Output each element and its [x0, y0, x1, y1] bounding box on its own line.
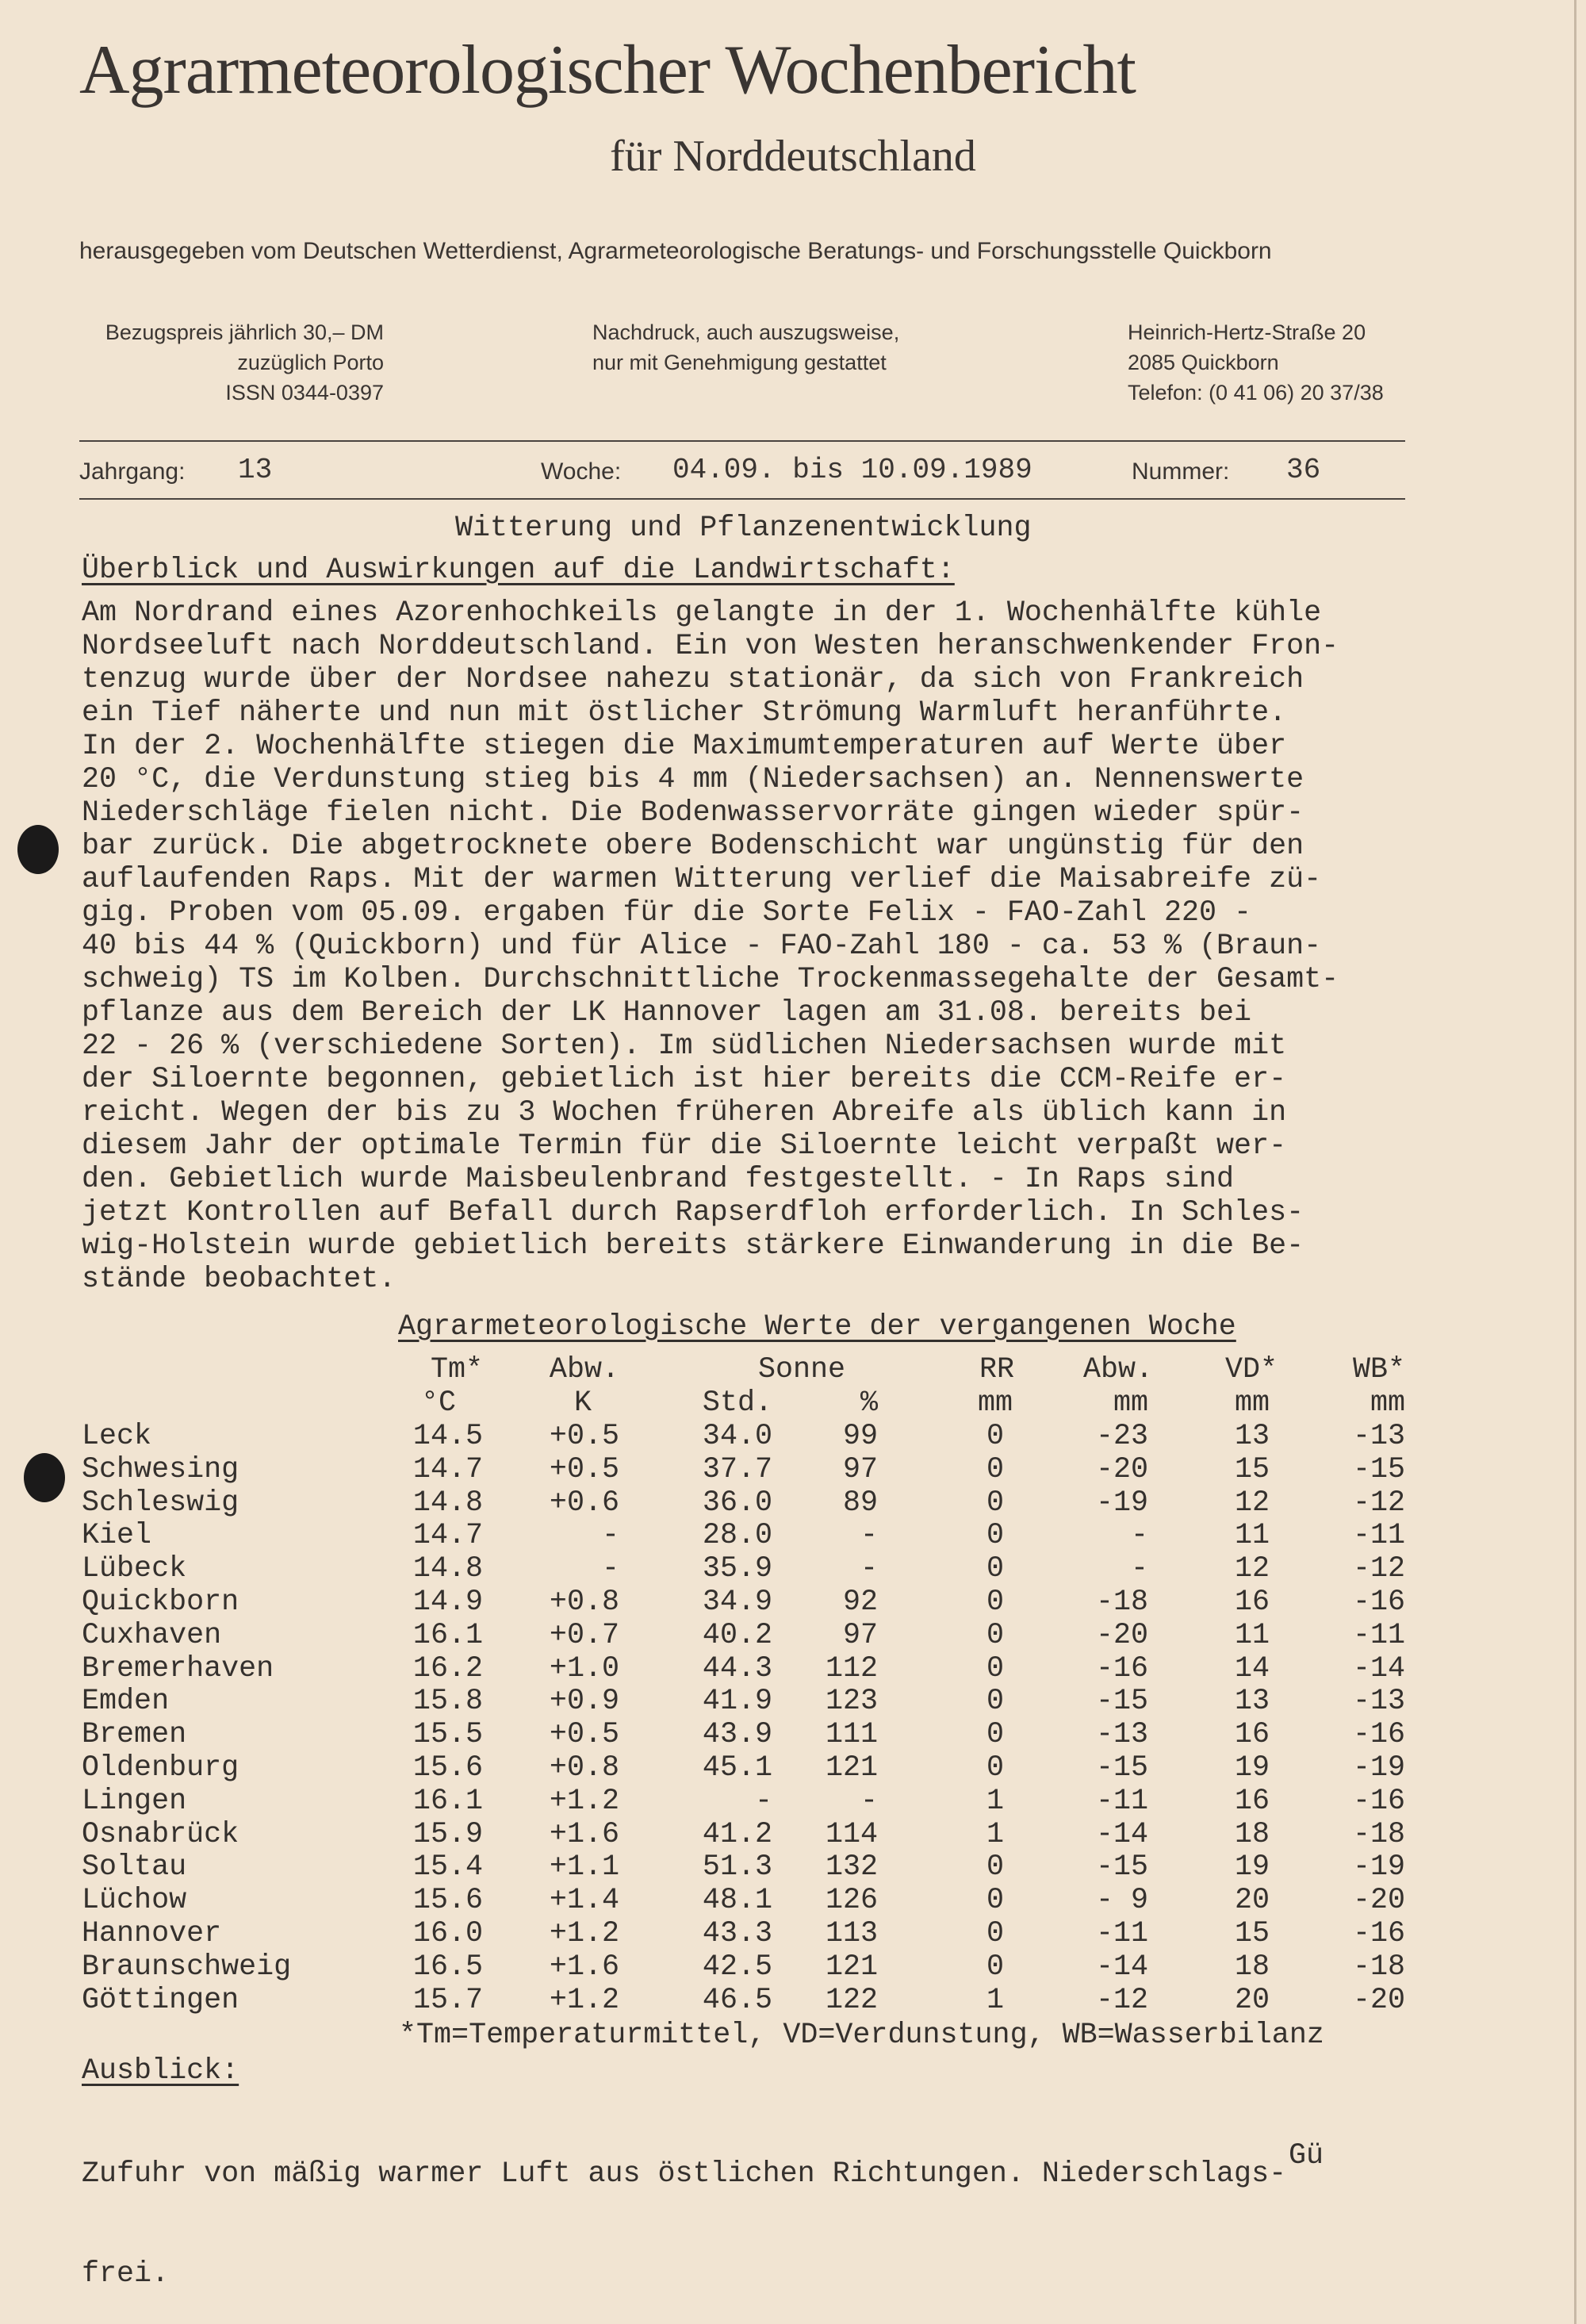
- table-row: [0, 1884, 1586, 1917]
- station-name: Bremen: [82, 1718, 187, 1752]
- body-line: Niederschläge fielen nicht. Die Bodenwasservorräte gingen wieder spür-: [82, 796, 1304, 830]
- tm-value: 15.6: [412, 1884, 483, 1918]
- table-row: [0, 1652, 1586, 1685]
- station-name: Soltau: [82, 1850, 187, 1885]
- tm-deviation: +0.8: [549, 1586, 619, 1619]
- evaporation: 16: [1234, 1586, 1270, 1619]
- evaporation: 12: [1234, 1552, 1270, 1586]
- evaporation: 16: [1234, 1784, 1270, 1818]
- evaporation: 15: [1234, 1452, 1270, 1486]
- street-line: Heinrich-Hertz-Straße 20: [1128, 320, 1366, 344]
- evaporation: 11: [1234, 1519, 1270, 1553]
- tm-value: 15.5: [412, 1718, 483, 1752]
- tm-value: 16.5: [412, 1950, 483, 1984]
- precipitation: 0: [986, 1718, 1005, 1752]
- overview-body: [82, 596, 1339, 1296]
- precip-deviation: -: [1130, 1552, 1148, 1586]
- table-row: [0, 1917, 1586, 1950]
- postage-line: zuzüglich Porto: [237, 351, 384, 374]
- body-line: 40 bis 44 % (Quickborn) und für Alice - FAO-Zahl 180 - ca. 53 % (Braun-: [82, 930, 1322, 963]
- body-line: In der 2. Wochenhälfte stiegen die Maximumtemperaturen auf Werte über: [82, 730, 1287, 763]
- tm-deviation: +1.4: [549, 1884, 619, 1918]
- precip-deviation: -19: [1095, 1486, 1148, 1520]
- sunshine-percent: 121: [825, 1950, 878, 1984]
- outlook-heading: Ausblick:: [82, 2054, 239, 2088]
- unit-abw2: mm: [1113, 1386, 1148, 1420]
- water-balance: -16: [1352, 1784, 1405, 1818]
- tm-value: 15.4: [412, 1850, 483, 1885]
- divider-top: [79, 440, 1405, 442]
- station-name: Oldenburg: [82, 1751, 239, 1785]
- sunshine-hours: 48.1: [702, 1884, 772, 1918]
- table-footnote: *Tm=Temperaturmittel, VD=Verdunstung, WB=Wasserbilanz: [399, 2019, 1324, 2052]
- precip-deviation: -: [1130, 1519, 1148, 1553]
- sunshine-percent: -: [860, 1519, 878, 1553]
- body-line: bar zurück. Die abgetrocknete obere Bodenschicht war ungünstig für den: [82, 830, 1304, 863]
- water-balance: -15: [1352, 1452, 1405, 1486]
- publisher-line: herausgegeben vom Deutschen Wetterdienst, Agrarmeteorologische Beratungs- und Forschungsstelle Quickborn: [79, 238, 1272, 264]
- water-balance: -20: [1352, 1983, 1405, 2017]
- water-balance: -12: [1352, 1486, 1405, 1520]
- woche-label: Woche:: [541, 458, 622, 485]
- tm-deviation: -: [601, 1552, 619, 1586]
- evaporation: 19: [1234, 1751, 1270, 1785]
- table-row: [0, 1519, 1586, 1552]
- station-name: Kiel: [82, 1519, 152, 1553]
- sunshine-percent: 92: [842, 1586, 878, 1619]
- station-name: Quickborn: [82, 1586, 239, 1619]
- nummer-label: Nummer:: [1132, 458, 1230, 485]
- water-balance: -14: [1352, 1651, 1405, 1685]
- precipitation: 1: [986, 1784, 1005, 1818]
- table-row: [0, 1950, 1586, 1984]
- precip-deviation: -14: [1095, 1950, 1148, 1984]
- report-subtitle: für Norddeutschland: [610, 132, 976, 181]
- tm-value: 16.2: [412, 1651, 483, 1685]
- tm-value: 16.1: [412, 1784, 483, 1818]
- price-line: Bezugspreis jährlich 30,– DM: [105, 320, 384, 344]
- header-sonne: Sonne: [757, 1353, 846, 1386]
- water-balance: -19: [1352, 1751, 1405, 1785]
- station-name: Göttingen: [82, 1983, 239, 2017]
- precipitation: 0: [986, 1552, 1005, 1586]
- body-line: jetzt Kontrollen auf Befall durch Rapserdfloh erforderlich. In Schles-: [82, 1196, 1304, 1229]
- water-balance: -18: [1352, 1950, 1405, 1984]
- report-title: Agrarmeteorologischer Wochenbericht: [79, 32, 1136, 109]
- tm-value: 15.7: [412, 1983, 483, 2017]
- sunshine-hours: 51.3: [702, 1850, 772, 1885]
- sunshine-hours: 37.7: [702, 1452, 772, 1486]
- evaporation: 18: [1234, 1817, 1270, 1851]
- body-line: auflaufenden Raps. Mit der warmen Witterung verlief die Maisabreife zü-: [82, 863, 1322, 896]
- precip-deviation: -11: [1095, 1917, 1148, 1950]
- tm-deviation: +1.1: [549, 1850, 619, 1885]
- sunshine-hours: 42.5: [702, 1950, 772, 1984]
- tm-value: 15.9: [412, 1817, 483, 1851]
- reprint-line-1: Nachdruck, auch auszugsweise,: [592, 320, 900, 344]
- subscription-info: [79, 317, 384, 408]
- sunshine-percent: 99: [842, 1420, 878, 1453]
- sunshine-percent: 121: [825, 1751, 878, 1785]
- precip-deviation: -18: [1095, 1586, 1148, 1619]
- tm-deviation: +0.8: [549, 1751, 619, 1785]
- tm-deviation: -: [601, 1519, 619, 1553]
- precip-deviation: -15: [1095, 1751, 1148, 1785]
- tm-value: 14.8: [412, 1552, 483, 1586]
- body-line: den. Gebietlich wurde Maisbeulenbrand festgestellt. - In Raps sind: [82, 1163, 1235, 1196]
- precipitation: 0: [986, 1586, 1005, 1619]
- sunshine-hours: 40.2: [702, 1618, 772, 1652]
- table-row: [0, 1718, 1586, 1751]
- water-balance: -11: [1352, 1618, 1405, 1652]
- precipitation: 0: [986, 1420, 1005, 1453]
- water-balance: -18: [1352, 1817, 1405, 1851]
- precipitation: 0: [986, 1850, 1005, 1885]
- precip-deviation: -15: [1095, 1850, 1148, 1885]
- body-line: reicht. Wegen der bis zu 3 Wochen früheren Abreife als üblich kann in: [82, 1096, 1287, 1129]
- tm-deviation: +1.6: [549, 1950, 619, 1984]
- precipitation: 0: [986, 1452, 1005, 1486]
- evaporation: 20: [1234, 1983, 1270, 2017]
- precipitation: 1: [986, 1817, 1005, 1851]
- tm-value: 14.7: [412, 1519, 483, 1553]
- sunshine-percent: 89: [842, 1486, 878, 1520]
- sunshine-percent: 122: [825, 1983, 878, 2017]
- evaporation: 11: [1234, 1618, 1270, 1652]
- jahrgang-value: 13: [238, 454, 273, 486]
- table-row: [0, 1486, 1586, 1520]
- woche-value: 04.09. bis 10.09.1989: [672, 454, 1032, 486]
- sunshine-hours: 45.1: [702, 1751, 772, 1785]
- sunshine-percent: 112: [825, 1651, 878, 1685]
- header-tm: Tm*: [430, 1353, 483, 1386]
- author-signature: Gü: [1289, 2139, 1324, 2173]
- nummer-value: 36: [1286, 454, 1321, 486]
- sunshine-hours: 43.9: [702, 1718, 772, 1752]
- precip-deviation: -12: [1095, 1983, 1148, 2017]
- sunshine-hours: 28.0: [702, 1519, 772, 1553]
- station-name: Schwesing: [82, 1452, 239, 1486]
- water-balance: -19: [1352, 1850, 1405, 1885]
- table-row: [0, 1850, 1586, 1884]
- station-name: Osnabrück: [82, 1817, 239, 1851]
- sunshine-percent: 114: [825, 1817, 878, 1851]
- tm-deviation: +1.0: [549, 1651, 619, 1685]
- body-line: Am Nordrand eines Azorenhochkeils gelangte in der 1. Wochenhälfte kühle: [82, 596, 1322, 630]
- outlook-line: Zufuhr von mäßig warmer Luft aus östlichen Richtungen. Niederschlags-: [82, 2157, 1287, 2191]
- station-name: Cuxhaven: [82, 1618, 222, 1652]
- header-wb: WB*: [1352, 1353, 1405, 1386]
- tm-deviation: +0.9: [549, 1685, 619, 1719]
- station-name: Emden: [82, 1685, 170, 1719]
- table-row: [0, 1984, 1586, 2017]
- table-row: [0, 1453, 1586, 1486]
- sunshine-hours: 41.2: [702, 1817, 772, 1851]
- station-name: Braunschweig: [82, 1950, 292, 1984]
- precipitation: 0: [986, 1618, 1005, 1652]
- unit-vd: mm: [1234, 1386, 1270, 1420]
- precip-deviation: -20: [1095, 1618, 1148, 1652]
- precip-deviation: -11: [1095, 1784, 1148, 1818]
- city-line: 2085 Quickborn: [1128, 351, 1279, 374]
- precipitation: 0: [986, 1751, 1005, 1785]
- station-name: Hannover: [82, 1917, 222, 1950]
- precipitation: 0: [986, 1651, 1005, 1685]
- header-abw: Abw.: [549, 1353, 619, 1386]
- body-line: schweig) TS im Kolben. Durchschnittliche Trockenmassegehalte der Gesamt-: [82, 963, 1339, 996]
- station-name: Lüchow: [82, 1884, 187, 1918]
- sunshine-hours: -: [754, 1784, 772, 1818]
- water-balance: -16: [1352, 1718, 1405, 1752]
- phone-line: Telefon: (0 41 06) 20 37/38: [1128, 381, 1384, 405]
- section-title: Witterung und Pflanzenentwicklung: [455, 512, 1032, 545]
- sunshine-hours: 41.9: [702, 1685, 772, 1719]
- sunshine-hours: 46.5: [702, 1983, 772, 2017]
- sunshine-percent: 97: [842, 1452, 878, 1486]
- evaporation: 13: [1234, 1685, 1270, 1719]
- table-header: [0, 1353, 1586, 1420]
- water-balance: -11: [1352, 1519, 1405, 1553]
- table-row: [0, 1619, 1586, 1652]
- body-line: wig-Holstein wurde gebietlich bereits stärkere Einwanderung in die Be-: [82, 1229, 1304, 1263]
- sunshine-percent: 126: [825, 1884, 878, 1918]
- sunshine-percent: 97: [842, 1618, 878, 1652]
- tm-value: 14.7: [412, 1452, 483, 1486]
- tm-value: 16.1: [412, 1618, 483, 1652]
- sunshine-hours: 44.3: [702, 1651, 772, 1685]
- evaporation: 20: [1234, 1884, 1270, 1918]
- sunshine-percent: 123: [825, 1685, 878, 1719]
- evaporation: 19: [1234, 1850, 1270, 1885]
- issn-line: ISSN 0344-0397: [225, 381, 384, 405]
- address-block: [1128, 317, 1384, 408]
- tm-deviation: +1.2: [549, 1983, 619, 2017]
- unit-tm: °C: [420, 1386, 457, 1420]
- body-line: 22 - 26 % (verschiedene Sorten). Im südlichen Niedersachsen wurde mit: [82, 1030, 1287, 1063]
- precip-deviation: -13: [1095, 1718, 1148, 1752]
- unit-rr: mm: [977, 1386, 1013, 1420]
- body-line: tenzug wurde über der Nordsee nahezu stationär, da sich von Frankreich: [82, 663, 1304, 696]
- evaporation: 16: [1234, 1718, 1270, 1752]
- table-row: [0, 1751, 1586, 1785]
- precip-deviation: -16: [1095, 1651, 1148, 1685]
- sunshine-percent: 132: [825, 1850, 878, 1885]
- tm-value: 14.9: [412, 1586, 483, 1619]
- tm-value: 14.8: [412, 1486, 483, 1520]
- table-row: [0, 1552, 1586, 1586]
- reprint-line-2: nur mit Genehmigung gestattet: [592, 351, 887, 374]
- unit-std: Std.: [702, 1386, 772, 1420]
- body-line: Nordseeluft nach Norddeutschland. Ein von Westen heranschwenkender Fron-: [82, 630, 1339, 663]
- tm-deviation: +1.6: [549, 1817, 619, 1851]
- tm-value: 15.6: [412, 1751, 483, 1785]
- sunshine-percent: -: [860, 1552, 878, 1586]
- sunshine-hours: 34.0: [702, 1420, 772, 1453]
- sunshine-percent: 111: [825, 1718, 878, 1752]
- sunshine-hours: 34.9: [702, 1586, 772, 1619]
- tm-value: 16.0: [412, 1917, 483, 1950]
- precip-deviation: -15: [1095, 1685, 1148, 1719]
- water-balance: -13: [1352, 1420, 1405, 1453]
- table-row: [0, 1420, 1586, 1453]
- table-title: Agrarmeteorologische Werte der vergangenen Woche: [398, 1310, 1236, 1344]
- table-row: [0, 1785, 1586, 1818]
- precipitation: 1: [986, 1983, 1005, 2017]
- water-balance: -12: [1352, 1552, 1405, 1586]
- tm-deviation: +1.2: [549, 1917, 619, 1950]
- body-line: stände beobachtet.: [82, 1263, 396, 1296]
- precipitation: 0: [986, 1917, 1005, 1950]
- evaporation: 13: [1234, 1420, 1270, 1453]
- precipitation: 0: [986, 1685, 1005, 1719]
- water-balance: -13: [1352, 1685, 1405, 1719]
- station-name: Bremerhaven: [82, 1651, 274, 1685]
- evaporation: 15: [1234, 1917, 1270, 1950]
- unit-pct: %: [860, 1386, 878, 1420]
- header-rr: RR: [979, 1353, 1015, 1386]
- precip-deviation: -20: [1095, 1452, 1148, 1486]
- tm-deviation: +1.2: [549, 1784, 619, 1818]
- punch-hole: [24, 1453, 65, 1502]
- punch-hole: [17, 825, 59, 874]
- overview-heading: Überblick und Auswirkungen auf die Landwirtschaft:: [82, 554, 955, 587]
- sunshine-hours: 43.3: [702, 1917, 772, 1950]
- precip-deviation: - 9: [1095, 1884, 1148, 1918]
- body-line: diesem Jahr der optimale Termin für die Siloernte leicht verpaßt wer-: [82, 1129, 1287, 1163]
- evaporation: 18: [1234, 1950, 1270, 1984]
- station-name: Schleswig: [82, 1486, 239, 1520]
- reprint-notice: [592, 317, 899, 378]
- tm-value: 15.8: [412, 1685, 483, 1719]
- precipitation: 0: [986, 1519, 1005, 1553]
- body-line: gig. Proben vom 05.09. ergaben für die Sorte Felix - FAO-Zahl 220 -: [82, 896, 1252, 930]
- divider-bottom: [79, 498, 1405, 500]
- station-name: Lübeck: [82, 1552, 187, 1586]
- precipitation: 0: [986, 1884, 1005, 1918]
- header-abw2: Abw.: [1083, 1353, 1154, 1386]
- tm-deviation: +0.6: [549, 1486, 619, 1520]
- station-name: Leck: [82, 1420, 152, 1453]
- body-line: pflanze aus dem Bereich der LK Hannover lagen am 31.08. bereits bei: [82, 996, 1252, 1030]
- water-balance: -20: [1352, 1884, 1405, 1918]
- outlook-line: frei.: [82, 2257, 170, 2291]
- body-line: 20 °C, die Verdunstung stieg bis 4 mm (Niedersachsen) an. Nennenswerte: [82, 763, 1304, 796]
- table-row: [0, 1586, 1586, 1619]
- sunshine-hours: 35.9: [702, 1552, 772, 1586]
- tm-deviation: +0.5: [549, 1452, 619, 1486]
- tm-deviation: +0.5: [549, 1718, 619, 1752]
- outlook-body: [82, 2091, 1286, 2324]
- precip-deviation: -23: [1095, 1420, 1148, 1453]
- precip-deviation: -14: [1095, 1817, 1148, 1851]
- tm-value: 14.5: [412, 1420, 483, 1453]
- body-line: der Siloernte begonnen, gebietlich ist hier bereits die CCM-Reife er-: [82, 1063, 1287, 1096]
- sunshine-percent: -: [860, 1784, 878, 1818]
- evaporation: 14: [1234, 1651, 1270, 1685]
- tm-deviation: +0.7: [549, 1618, 619, 1652]
- table-row: [0, 1685, 1586, 1718]
- sunshine-percent: 113: [825, 1917, 878, 1950]
- body-line: ein Tief näherte und nun mit östlicher Strömung Warmluft heranführte.: [82, 696, 1287, 730]
- water-balance: -16: [1352, 1917, 1405, 1950]
- table-row: [0, 1818, 1586, 1851]
- precipitation: 0: [986, 1486, 1005, 1520]
- unit-wb: mm: [1370, 1386, 1405, 1420]
- water-balance: -16: [1352, 1586, 1405, 1619]
- tm-deviation: +0.5: [549, 1420, 619, 1453]
- jahrgang-label: Jahrgang:: [79, 458, 186, 485]
- sunshine-hours: 36.0: [702, 1486, 772, 1520]
- unit-abw: K: [573, 1386, 592, 1420]
- header-vd: VD*: [1225, 1353, 1278, 1386]
- station-name: Lingen: [82, 1784, 187, 1818]
- evaporation: 12: [1234, 1486, 1270, 1520]
- precipitation: 0: [986, 1950, 1005, 1984]
